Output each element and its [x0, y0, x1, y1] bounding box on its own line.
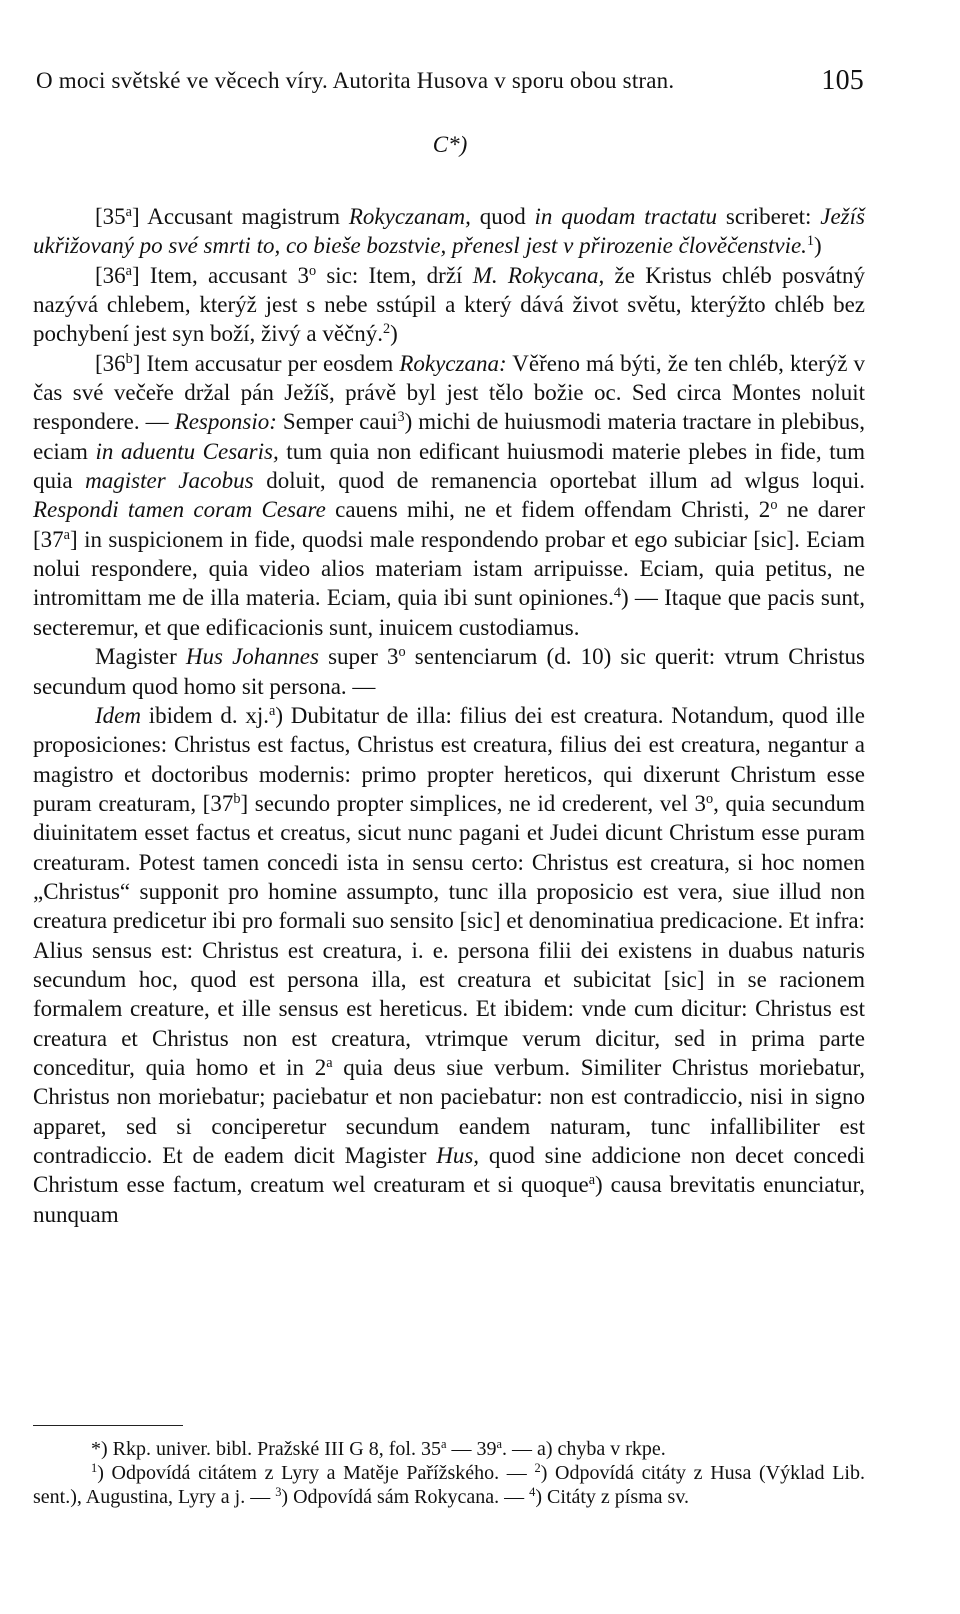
text-run: ) causa brevitatis enunciatur, nunquam	[33, 1172, 866, 1227]
italic-text: Rokyczana:	[399, 350, 507, 376]
text-run: ) Odpovídá citátem z Lyry a Matěje Pařížského. —	[97, 1462, 535, 1484]
text-run: )	[390, 321, 398, 347]
superscript: o	[308, 262, 317, 279]
text-run: ] Item accusatur per eosdem	[132, 350, 400, 376]
superscript: 3	[275, 1485, 282, 1500]
text-run: super 3	[318, 644, 399, 670]
text-run: tum quia non edificant huiusmodi materie plebes in fide, tum quia	[33, 438, 865, 494]
superscript: a	[588, 1172, 596, 1189]
paragraph	[33, 349, 865, 642]
footnote	[33, 1461, 865, 1509]
text-run: že Kristus chléb posvátný nazývá chlebem, kterýž jest s nebe sstúpil a který dává život světu, kterýžto chléb bez pochybení jest syn boží, živý a věčný.	[33, 262, 866, 347]
running-title: O moci světské ve věcech víry. Autorita Husova v sporu obou stran.	[36, 68, 675, 93]
text-run: ) Citáty z písma sv.	[535, 1486, 690, 1508]
text-run: *) Rkp. univer. bibl. Pražské III G 8, fol. 35	[91, 1438, 441, 1460]
italic-text: Idem	[95, 702, 141, 728]
paragraph	[33, 202, 865, 261]
italic-text: M. Rokycana,	[472, 262, 605, 288]
superscript: 2	[534, 1461, 541, 1476]
superscript: 1	[91, 1461, 98, 1476]
superscript: o	[706, 791, 714, 808]
italic-text: in quodam tractatu	[534, 204, 718, 229]
text-run: ] Accusant magistrum	[132, 204, 349, 229]
text-run: quod sine addicione non decet concedi Christum esse factum, creatum wel creaturam et si quoque	[33, 1143, 865, 1198]
footnote	[33, 1437, 865, 1461]
superscript: a	[326, 1055, 333, 1072]
text-run: [36	[95, 262, 126, 288]
superscript: a	[125, 204, 132, 221]
paragraph	[33, 642, 865, 701]
text-run: doluit, quod de remanencia oportebat illum ad wlgus loqui.	[253, 468, 865, 494]
paragraph	[33, 701, 865, 1229]
text-run: ] secundo propter simplices, ne id crederent, vel 3	[240, 790, 707, 816]
text-run: [36	[95, 350, 126, 376]
text-run: Věřeno má býti, že ten chléb, kterýž v čas své večeře držal pán Ježíš, právě byl jest tělo božie oc. Sed circa Montes noluit respondere. —	[33, 350, 865, 435]
text-run: quia deus siue verbum. Similiter Christus moriebatur, Christus non moriebatur; paciebatur et non paciebatur: non est contradiccio, nisi in signo apparet, sed si conciperetur secundum eandem naturam, tunc infallibiliter est contradiccio. Et de eadem dicit Magister	[33, 1054, 865, 1168]
text-run: [35	[95, 204, 126, 229]
superscript: 1	[806, 233, 815, 250]
italic-text: magister Jacobus	[85, 468, 254, 494]
text-run: ) Dubitatur de illa: filius dei est creatura. Notandum, quod ille proposiciones: Christus est factus, Christus est creatura, filius dei est creatura, negantur a magistro et doctoribus modernis: primo propter hereticos, qui dixerunt Christum esse puram creaturam, [37	[33, 702, 866, 816]
text-run: ne darer [37	[33, 497, 865, 552]
paragraph	[33, 261, 865, 349]
text-run: cauens mihi, ne et fidem offendam Christi, 2	[325, 497, 771, 523]
superscript: a	[63, 526, 70, 543]
superscript: a	[125, 262, 132, 279]
text-run: ibidem d. xj.	[140, 702, 269, 728]
superscript: a	[496, 1437, 502, 1452]
text-run: , quia secundum diuinitatem esset factus et creatus, sicut nunc pagani et Judei dicunt Christum esse puram creaturam. Potest tamen concedi ista in sensu certo: Christus est creatura, si hoc nomen „Christus“ supponit pro homine assumpto, tunc illa proposicio est vera, siue illud non creatura predicetur ibi pro formali suo sensito [sic] et denominatiua predicacione. Et infra: Alius sensus est: Christus est creatura, i. e. persona filii dei existens in duabus naturis secundum hoc, quod est persona illa, est creatura et subicitat [sic] in se racionem formalem creature, et ille sensus est hereticus. Et ibidem: vnde cum dicitur: Christus est creatura et Christus non est creatura, vtrimque verum dicitur, sed in prima parte conceditur, quia homo et in 2	[33, 790, 866, 1080]
superscript: 4	[613, 585, 621, 602]
text-run: ) michi de huiusmodi materia tractare in plebibus, eciam	[33, 409, 865, 464]
italic-text: Hus Johannes	[185, 644, 319, 670]
superscript: a	[440, 1437, 447, 1452]
text-run: — 39	[446, 1438, 497, 1460]
superscript: a	[269, 703, 276, 720]
superscript: b	[125, 350, 133, 367]
text-run: ) — Itaque que pacis sunt, secteremur, et que edificacionis sunt, inuicem custodiamus.	[33, 585, 865, 640]
text-run: Magister	[95, 644, 186, 670]
text-run: . — a) chyba v rkpe.	[501, 1438, 666, 1460]
superscript: b	[233, 791, 241, 808]
superscript: 4	[529, 1485, 536, 1500]
text-run: )	[814, 233, 822, 259]
italic-text: Ježíš ukřižovaný po své smrti to, co bieše bozstvie, přenesl jest v přirozenie člověčenstvie.	[33, 204, 865, 259]
superscript: o	[398, 644, 406, 661]
text-run: ] in suspicionem in fide, quodsi male respondendo probar et ego subiciar [sic]. Eciam nolui respondere, quia video alios materiam istam arripuisse. Eciam, quia petitus, ne intromittam me de illa materia. Eciam, quia ibi sunt opiniones.	[33, 526, 865, 611]
italic-text: Responsio:	[174, 409, 277, 435]
italic-text: in aduentu Cesaris,	[95, 438, 279, 464]
text-run: quod	[470, 204, 535, 229]
text-run: sic: Item, drží	[316, 262, 473, 288]
italic-text: Hus,	[436, 1143, 480, 1168]
superscript: o	[770, 497, 778, 514]
main-text	[33, 202, 865, 1229]
text-run: sentenciarum (d. 10) sic querit: vtrum Christus secundum quod homo sit persona. —	[33, 644, 865, 699]
running-head	[36, 65, 864, 96]
italic-text: Rokyczanam,	[348, 204, 471, 229]
footnotes	[33, 1437, 865, 1509]
page-number: 105	[821, 65, 864, 96]
text-run: ] Item, accusant 3	[132, 262, 309, 288]
superscript: 3	[397, 409, 405, 426]
italic-text: Respondi tamen coram Cesare	[33, 497, 326, 523]
text-run: scriberet:	[717, 204, 821, 229]
footnote-rule	[33, 1425, 183, 1426]
text-run: Semper caui	[276, 409, 398, 435]
text-run: ) Odpovídá citáty z Husa (Výklad Lib. sent.), Augustina, Lyry a j. —	[33, 1462, 865, 1508]
section-mark: C*)	[432, 132, 468, 157]
superscript: 2	[383, 321, 391, 338]
text-run: ) Odpovídá sám Rokycana. —	[281, 1486, 530, 1508]
